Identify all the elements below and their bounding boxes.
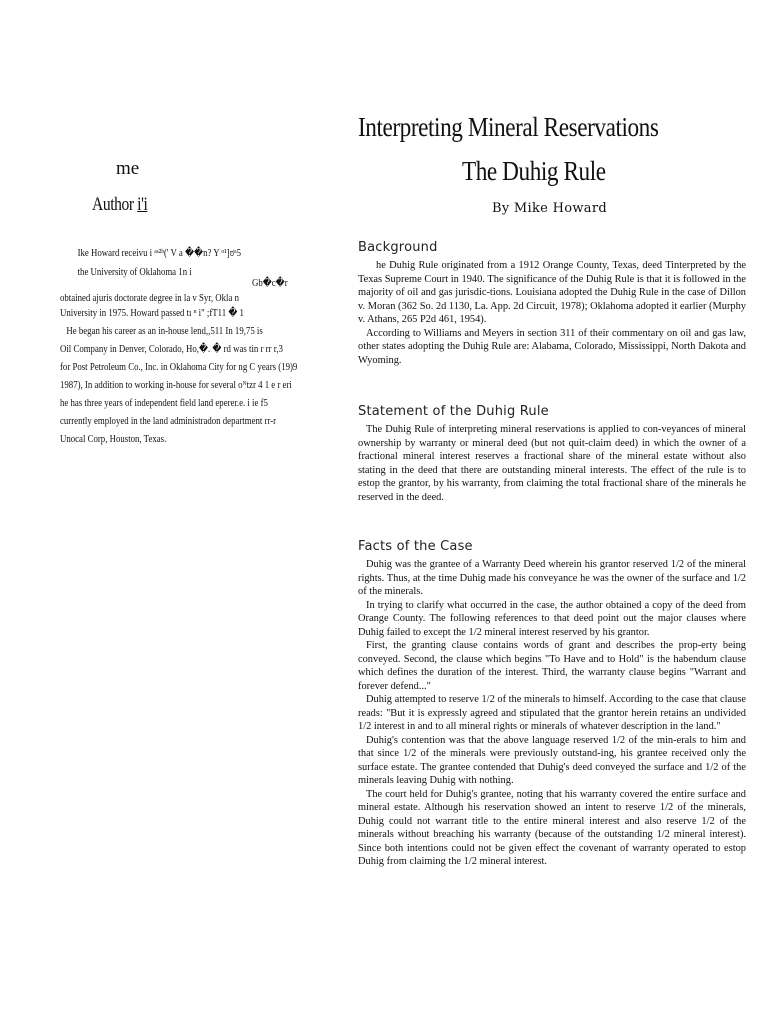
sidebar-me-text: me [116, 158, 140, 179]
author-heading [92, 194, 147, 216]
article-title-line2: The Duhig Rule [462, 156, 606, 186]
bio-line: Oil Company in Denver, Colorado, Ho,�. � rd was tin r rr r,3 [60, 343, 283, 355]
paragraph: Duhig attempted to reserve 1/2 of the minerals to himself. According to the case that clause reads: "But it is expressly agreed and stipulated that the grantor herein retains an undivided 1/2 interest in and to all mineral rights or minerals of whatever description in the land." [358, 694, 746, 732]
section-heading: Background [358, 240, 438, 255]
bio-line: 1987), In addition to working in-house for several oᴺtzr 4 1 e r eri [60, 379, 292, 391]
bio-line: for Post Petroleum Co., Inc. in Oklahoma City for ng C years (19)9 [60, 361, 298, 373]
bio-line: he has three years of independent field land eperer.e. i ie f5 [60, 397, 268, 409]
paragraph: First, the granting clause contains words of grant and describes the prop-erty being conveyed. Second, the clause which begins "To Have and to Hold" is the habendum clause which defines the duration of the interest. Third, the warranty clause begins "Warrant and forever defend..." [358, 640, 746, 692]
byline: By Mike Howard [492, 201, 607, 216]
bio-line: University in 1975. Howard passed tı ⁿ i" ;fT11 � 1 [60, 307, 244, 319]
bio-line: Ike Howard receivu i ᵃˢ²ᵇ(' V a ��n? Y ᵒ¹]ಠᵃ5 [77, 247, 242, 259]
section-statement [358, 404, 746, 504]
paragraph: In trying to clarify what occurred in the case, the author obtained a copy of the deed from Orange County. The following references to that deed point out the major clauses where Duhig failed to except the 1/2 mineral interest reserved by his grantor. [358, 599, 746, 638]
bio-line: He began his career as an in-house lend,,511 In 19,75 is [66, 325, 263, 337]
section-heading: Facts of the Case [358, 539, 473, 554]
paragraph: Duhig's contention was that the above language reserved 1/2 of the min-erals to him and that since 1/2 of the minerals were previously outstand-ing, his grantee received only the surface estate. The grantee contended that Duhig's deed conveyed the surface and 1/2 of the minerals leaving Duhig with nothing. [358, 734, 746, 786]
paragraph: The court held for Duhig's grantee, noting that his warranty covered the entire surface and mineral estate. Although his reservation showed an intent to reserve 1/2 of the minerals, Duhig could not warrant title to the entire mineral interest and also reserve 1/2 of the minerals without breaching his warranty (because of the outstanding 1/2 mineral interest). Since both intentions could not be given effect the covenant of warranty operated to estop Duhig from claiming the 1/2 mineral interest. [358, 788, 746, 867]
section-facts [358, 539, 746, 869]
author-sidebar [0, 0, 330, 1024]
section-background [358, 240, 746, 367]
paragraph: he Duhig Rule originated from a 1912 Orange County, Texas, deed Tinterpreted by the Texas Supreme Court in 1940. The significance of the Duhig Rule is that it is followed in the majority of oil and gas jurisdic-tions. Louisiana adopted the Duhig Rule in the case of Dillon v. Moran (362 So. 2d 1130, La. App. 2d Circuit, 1978); Oklahoma adopted it earlier (Murphy v. Athans, 265 P2d 461, 1954). [358, 260, 746, 325]
section-heading: Statement of the Duhig Rule [358, 404, 549, 419]
author-suffix: i'i [137, 194, 148, 215]
bio-line: Gb�c�r [252, 277, 288, 289]
article-title-line1: Interpreting Mineral Reservations [358, 112, 659, 142]
bio-line: obtained ajuris doctorate degree in la v Syr, Okla n [60, 292, 240, 304]
paragraph: Duhig was the grantee of a Warranty Deed wherein his grantor reserved 1/2 of the mineral rights. Thus, at the time Duhig made his conveyance he was the owner of the surface and 1/2 of the minerals. [358, 559, 746, 597]
paragraph: The Duhig Rule of interpreting mineral reservations is applied to con-veyances of mineral ownership by warranty or mineral deed (but not quit-claim deed) in which the owner of a fractional mineral interest reserves a fractional share of the mineral estate without also stating in the deed that there are outstanding mineral interests. The effect of the rule is to estop the grantor, by his warranty, from claiming the total fractional share of the minerals he reserved in the deed. [358, 424, 746, 503]
bio-line: Unocal Corp, Houston, Texas. [60, 433, 167, 445]
bio-line: currently employed in the land administradon department rr-r [60, 415, 277, 427]
bio-line: the University of Oklahoma 1n i [77, 266, 192, 278]
author-label: Author [92, 194, 134, 215]
paragraph: According to Williams and Meyers in section 311 of their commentary on oil and gas law, other states adopting the Duhig Rule are: Alabama, Colorado, Mississippi, North Dakota and Wyoming. [358, 327, 746, 366]
